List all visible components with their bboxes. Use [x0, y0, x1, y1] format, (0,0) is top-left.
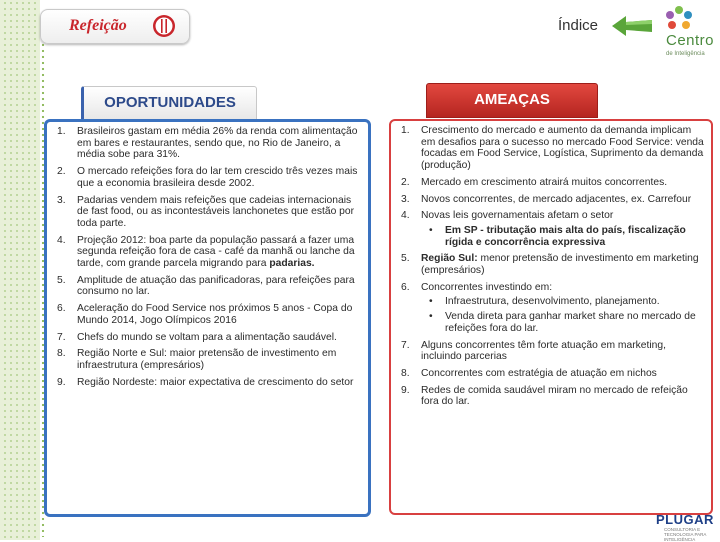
opportunities-list: [47, 122, 368, 388]
item-text: Novas leis governamentais afetam o setor: [421, 210, 614, 222]
item-text: Brasileiros gastam em média 26% da renda com alimentação em bares e restaurantes, sendo que, no Rio de Janeiro, a média sobe para 31%.: [77, 126, 358, 161]
item-text: Concorrentes investindo em:: [421, 281, 553, 293]
item-number: 1.: [57, 126, 66, 137]
bullet-icon: •: [429, 296, 433, 308]
item-bold-text: Região Sul:: [421, 253, 478, 265]
sub-bullet-item: [421, 225, 705, 248]
item-text: Região Nordeste: maior expectativa de crescimento do setor: [77, 376, 354, 388]
item-text: Padarias vendem mais refeições que cadeias internacionais de fast food, ou as incontestáveis lanchonetes que estão por toda parte.: [77, 194, 355, 229]
list-item: [395, 282, 705, 335]
item-text: Aceleração do Food Service nos próximos 5 anos - Copa do Mundo 2014, Jogo Olímpicos 2016: [77, 303, 353, 326]
list-item: [51, 332, 362, 344]
bullet-icon: •: [429, 224, 433, 236]
opportunities-heading: OPORTUNIDADES: [81, 86, 257, 121]
list-item: [395, 385, 705, 408]
item-text: menor pretensão de investimento em marketing (empresários): [421, 253, 699, 277]
item-text: Mercado em crescimento atrairá muitos concorrentes.: [421, 176, 668, 188]
item-number: 6.: [57, 303, 66, 315]
plugar-logo: PLUGAR: [656, 512, 714, 527]
item-number: 1.: [401, 125, 410, 136]
list-item: [51, 377, 362, 389]
sub-bullet-text: Venda direta para ganhar market share no mercado de refeições fora do lar.: [445, 311, 696, 334]
item-text: Amplitude de atuação das panificadoras, para refeições para consumo no lar.: [77, 274, 355, 298]
list-item: [51, 126, 362, 161]
item-text: Projeção 2012: boa parte da população passará a fazer uma segunda refeição fora de casa - café da manhã ou lanche da tarde, com grande parcela migrando para: [77, 234, 355, 270]
item-text: Chefs do mundo se voltam para a alimentação saudável.: [77, 331, 337, 343]
item-text: Redes de comida saudável miram no mercado de refeição fora do lar.: [421, 384, 688, 408]
item-text: Alguns concorrentes têm forte atuação em marketing, incluindo parcerias: [421, 339, 666, 363]
centro-subtitle: de Inteligência: [666, 51, 705, 57]
list-item: [51, 348, 362, 371]
threats-list: [391, 121, 711, 408]
list-item: [395, 368, 705, 380]
list-item: [51, 166, 362, 189]
item-text: O mercado refeições fora do lar tem crescido três vezes mais que a economia brasileira desde 2002.: [77, 166, 358, 189]
item-text: Região Norte e Sul: maior pretensão de investimento em infraestrutura (empresários): [77, 348, 337, 371]
item-number: 7.: [57, 331, 66, 343]
item-text: Crescimento do mercado e aumento da demanda implicam em desafios para o sucesso no mercado Food Service: venda focadas em Food Service, Logística, Suprimento da demanda (produção): [421, 125, 704, 172]
logo-text: Refeição: [69, 17, 127, 34]
list-item: [395, 253, 705, 276]
item-number: 9.: [57, 376, 66, 388]
back-arrow-icon[interactable]: [610, 14, 654, 38]
threats-panel: [389, 119, 713, 515]
sub-bullet-item: [421, 311, 705, 334]
threats-heading: AMEAÇAS: [426, 83, 598, 118]
fork-knife-icon: [152, 14, 176, 38]
list-item: [395, 125, 705, 172]
item-bold-text: padarias.: [269, 258, 315, 270]
refeicao-logo: [40, 9, 190, 44]
item-number: 9.: [401, 384, 410, 396]
list-item: [51, 235, 362, 270]
item-number: 5.: [57, 274, 66, 286]
plugar-tagline: CONSULTORIA E TECNOLOGIA PARA INTELIGÊNCIA: [664, 527, 707, 542]
item-number: 3.: [57, 194, 66, 206]
item-number: 8.: [57, 348, 66, 360]
item-text: Concorrentes com estratégia de atuação em nichos: [421, 367, 657, 379]
list-item: [395, 340, 705, 363]
item-number: 7.: [401, 339, 410, 351]
list-item: [51, 303, 362, 326]
sub-bullet-text: Infraestrutura, desenvolvimento, planejamento.: [445, 296, 660, 308]
centro-title: Centro: [666, 32, 715, 49]
left-decorative-bar: [0, 0, 40, 540]
item-number: 6.: [401, 281, 410, 293]
list-item: [395, 194, 705, 206]
list-item: [395, 210, 705, 248]
list-item: [395, 177, 705, 189]
item-number: 8.: [401, 367, 410, 379]
item-number: 5.: [401, 253, 410, 265]
list-item: [51, 275, 362, 298]
bullet-icon: •: [429, 311, 433, 323]
item-number: 2.: [57, 166, 66, 178]
sub-bullet-item: [421, 296, 705, 308]
list-item: [51, 195, 362, 230]
opportunities-panel: [44, 119, 371, 517]
item-number: 4.: [57, 234, 66, 246]
index-link[interactable]: Índice: [558, 17, 599, 34]
sub-bullet-text: Em SP - tributação mais alta do país, fiscalização rígida e concorrência expressiva: [445, 224, 686, 248]
item-number: 2.: [401, 176, 410, 188]
item-number: 3.: [401, 193, 410, 205]
item-number: 4.: [401, 210, 410, 222]
item-text: Novos concorrentes, de mercado adjacentes, ex. Carrefour: [421, 193, 692, 205]
centro-flower-icon: [662, 4, 696, 34]
